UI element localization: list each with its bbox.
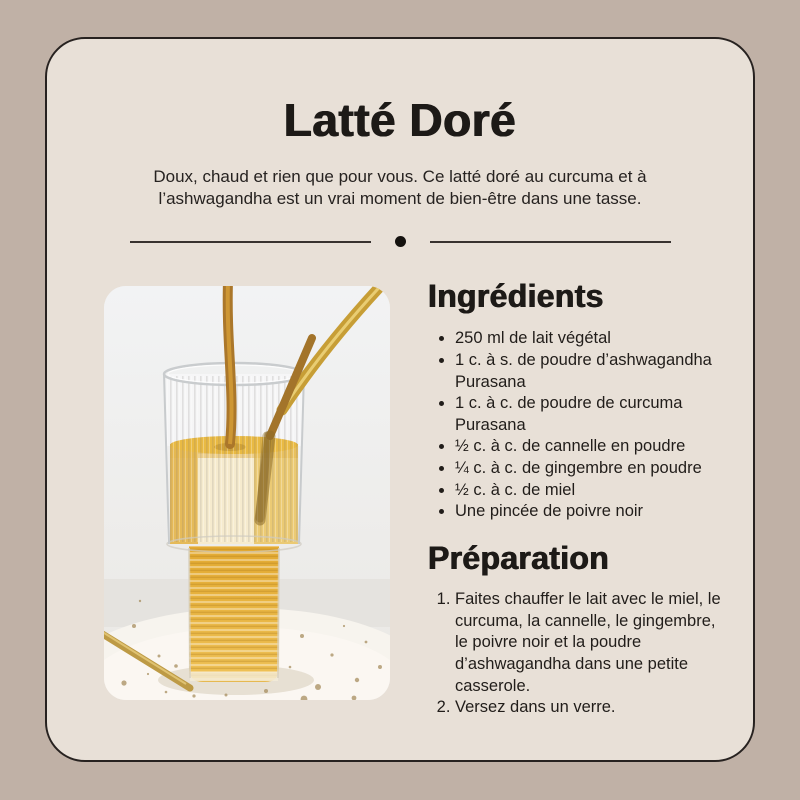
- page-title: Latté Doré: [283, 94, 517, 146]
- preparation-steps: [428, 589, 728, 719]
- ingredient-item: • 1 c. à c. de poudre de curcuma Purasana: [455, 393, 728, 436]
- pour-stream: [228, 286, 232, 444]
- ingredient-item: • Une pincée de poivre noir: [455, 501, 728, 523]
- divider-dot: [395, 236, 406, 247]
- ingredient-item: • 250 ml de lait végétal: [455, 328, 728, 350]
- subtitle: Doux, chaud et rien que pour vous. Ce latté doré au curcuma et à l’ashwagandha est un vrai moment de bien-être dans une tasse.: [153, 167, 647, 209]
- divider: [47, 236, 753, 247]
- preparation-heading: Préparation: [428, 539, 610, 576]
- preparation-step: 2. Versez dans un verre.: [455, 697, 724, 719]
- divider-line-left: [130, 241, 371, 243]
- ingredients-list: [428, 328, 728, 522]
- ingredient-item: • 1 c. à s. de poudre d’ashwagandha Purasana: [455, 350, 728, 393]
- ingredient-item: • ½ c. à c. de miel: [455, 480, 728, 502]
- latte-photo: [104, 286, 390, 700]
- ingredients-heading: Ingrédients: [428, 278, 604, 314]
- recipe-details: [428, 277, 728, 719]
- preparation-step: 1. Faites chauffer le lait avec le miel, le curcuma, la cannelle, le gingembre, le poivre noir et la poudre d’ashwagandha dans une petite casserole.: [455, 589, 724, 697]
- ingredient-item: • ½ c. à c. de cannelle en poudre: [455, 436, 728, 458]
- recipe-card: [45, 37, 755, 762]
- glass-lower-section: [189, 546, 279, 682]
- ingredient-item: • ¼ c. à c. de gingembre en poudre: [455, 458, 728, 480]
- divider-line-right: [430, 241, 671, 243]
